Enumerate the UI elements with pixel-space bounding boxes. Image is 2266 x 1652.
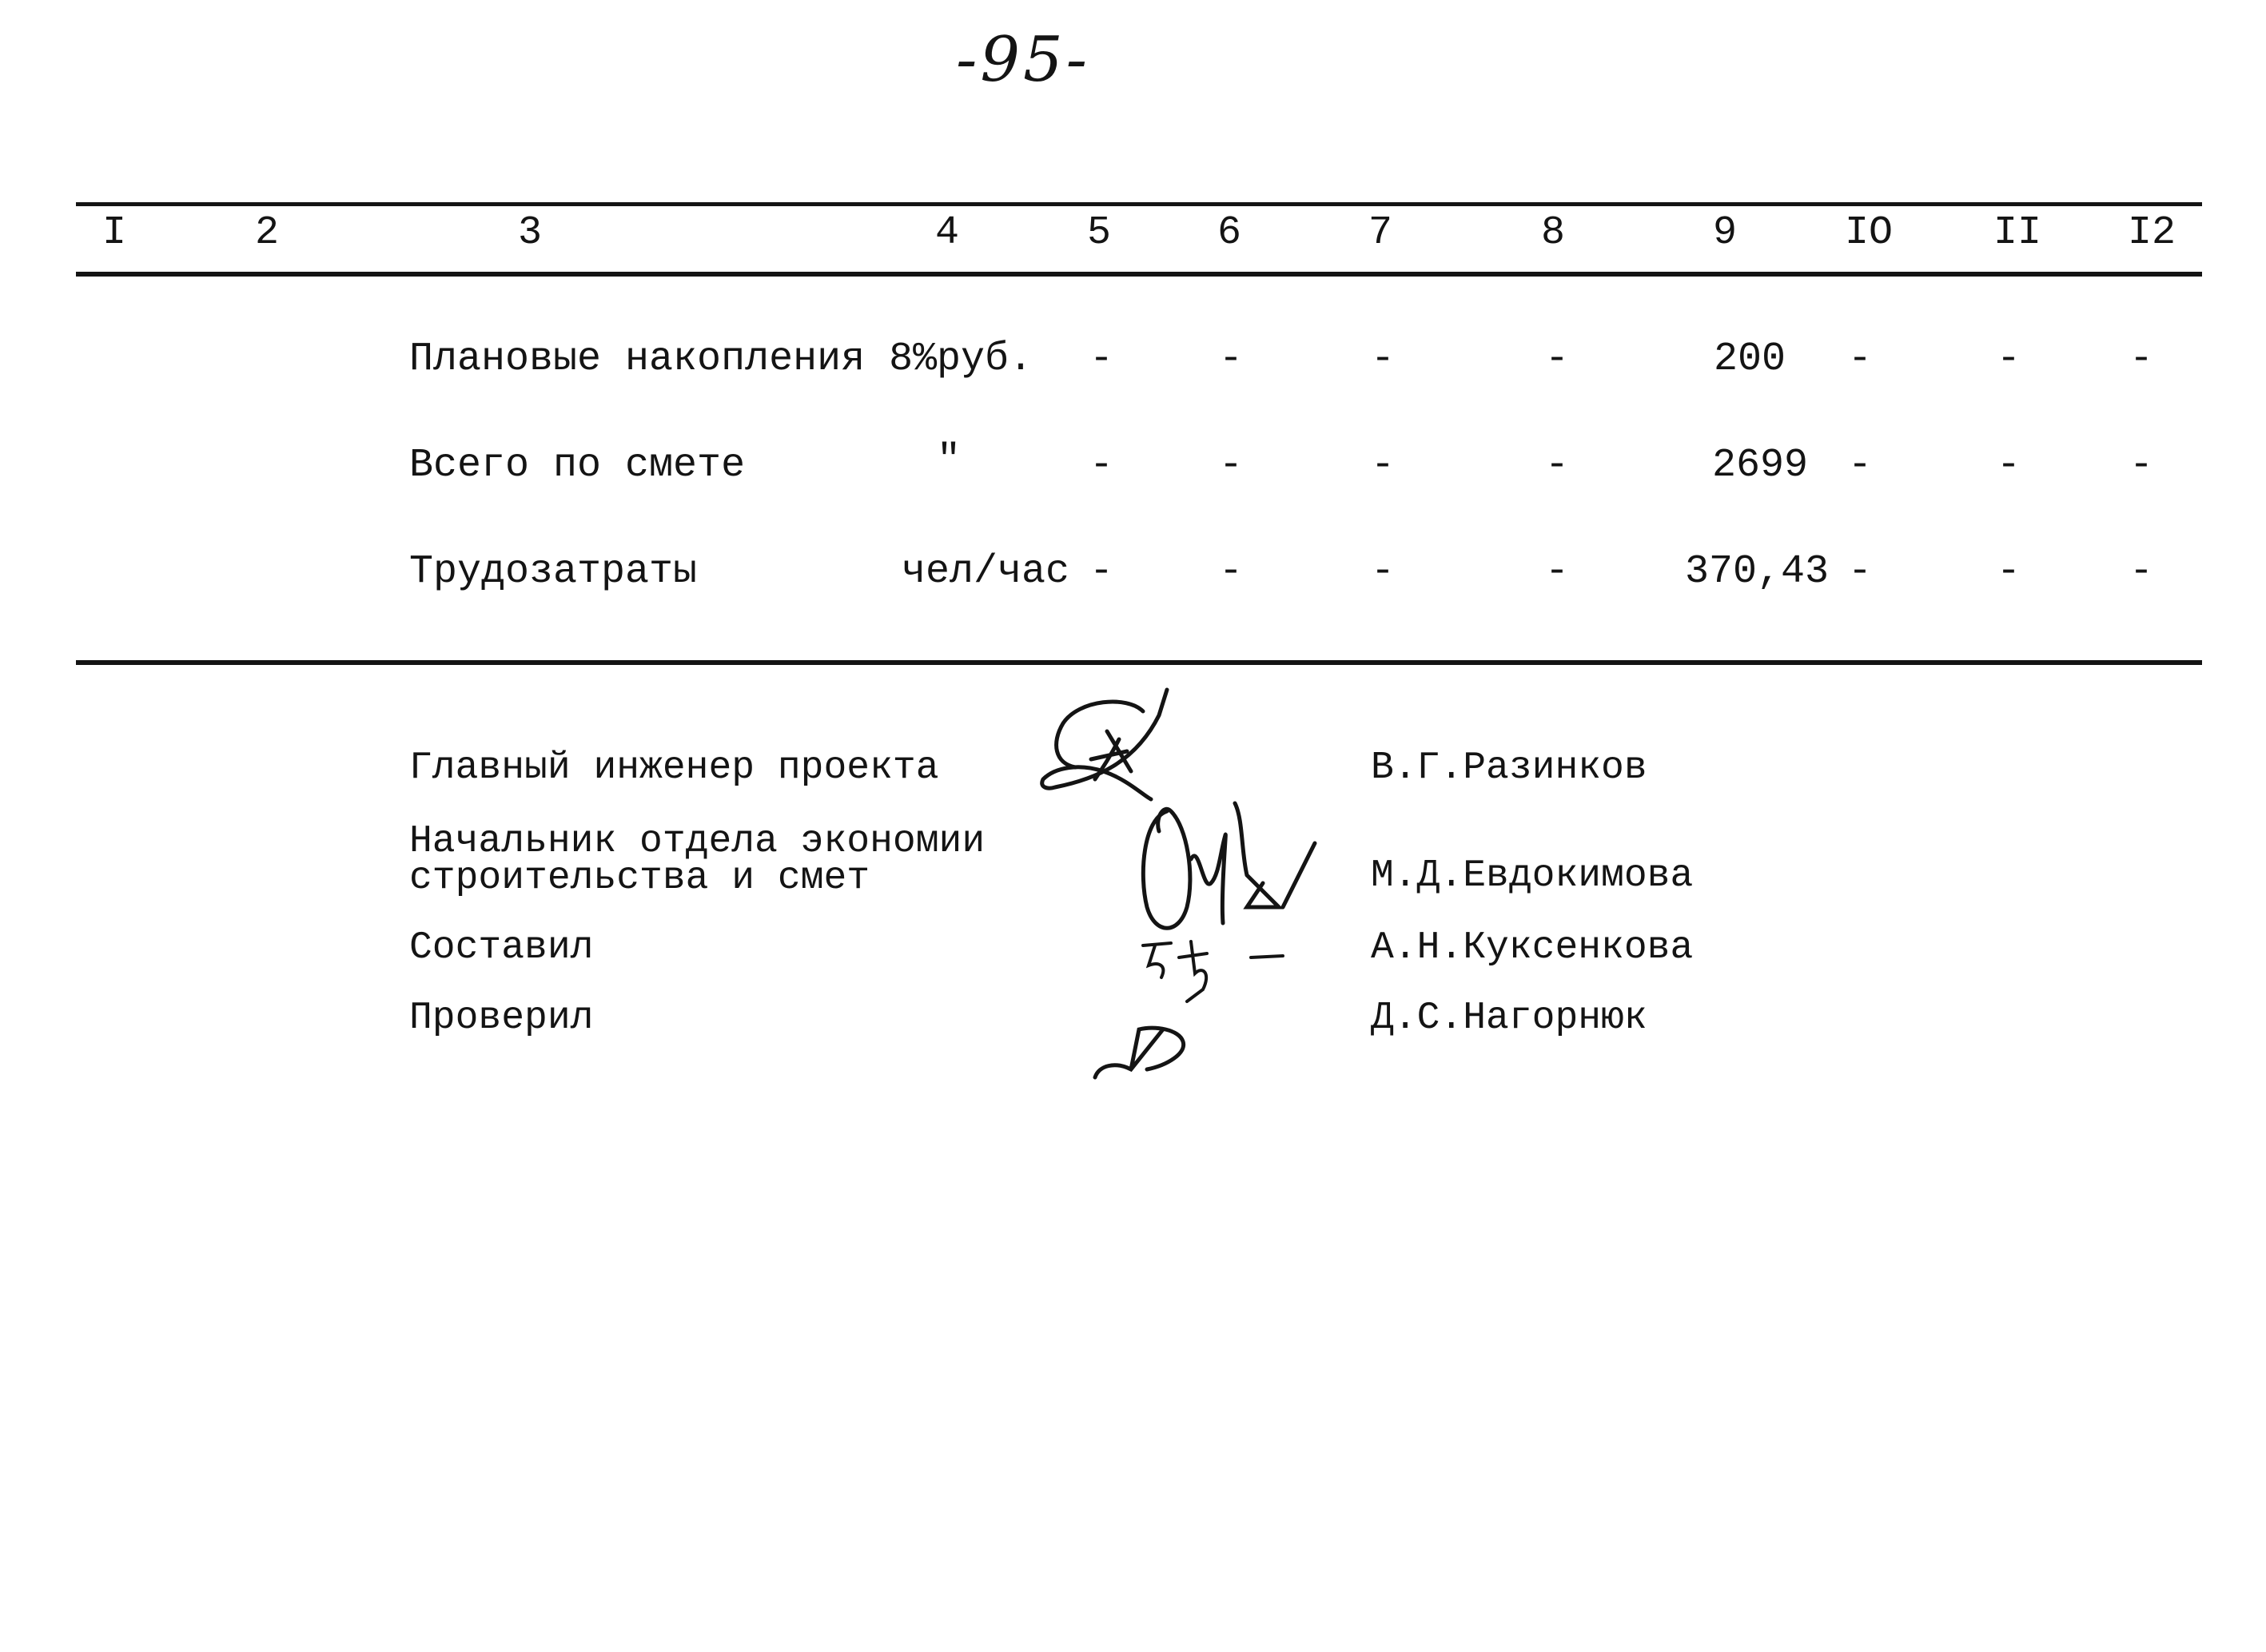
cell-col11: - [1996,549,2021,595]
handwritten-signature [1091,1013,1195,1085]
cell-col12: - [2129,336,2154,382]
row-label: Всего по смете [409,443,746,488]
column-header-4: 4 [934,210,960,256]
unit-cell: " [937,438,962,484]
cell-col5: - [1089,549,1114,595]
row-label: Трудозатраты [409,549,698,595]
cell-col5: - [1089,443,1114,488]
cell-col8: - [1544,443,1570,488]
row-label: Плановые накопления 8% [409,336,938,382]
column-header-6: 6 [1217,210,1242,256]
column-header-3: 3 [517,210,543,256]
cell-col8: - [1544,549,1570,595]
column-header-5: 5 [1086,210,1112,256]
handwritten-signature [1031,683,1183,811]
cell-col6: - [1218,336,1244,382]
signatory-role: Составил [409,926,594,969]
cell-col12: - [2129,549,2154,595]
table-row [0,438,2266,490]
column-header-11: II [1993,210,2042,256]
column-header-12: I2 [2127,210,2176,256]
cell-col10: - [1847,443,1873,488]
unit-cell: чел/час [901,549,1069,595]
column-header-9: 9 [1712,210,1738,256]
signatory-role: Проверил [409,997,594,1040]
table-row [0,336,2266,384]
page-number: -95- [956,24,1090,96]
table-row [0,548,2266,596]
table-top-rule [76,202,2202,206]
table-bottom-rule [76,660,2202,665]
column-header-10: IO [1844,210,1894,256]
cell-col9: 200 [1713,336,1786,382]
cell-col11: - [1996,336,2021,382]
cell-col9: 2699 [1711,443,1808,488]
column-header-1: I [102,210,127,256]
column-header-2: 2 [254,210,280,256]
cell-col7: - [1370,443,1396,488]
cell-col10: - [1847,336,1873,382]
signatory-role: Начальник отдела экономии строительства и смет [409,820,986,900]
cell-col7: - [1370,336,1396,382]
signatory-role: Главный инженер проекта [409,746,939,790]
cell-col10: - [1847,549,1873,595]
cell-col6: - [1218,443,1244,488]
unit-cell: руб. [937,336,1033,382]
cell-col9: 370,43 [1684,549,1829,595]
cell-col11: - [1996,443,2021,488]
handwritten-initials [1139,933,1291,1005]
cell-col8: - [1544,336,1570,382]
column-header-8: 8 [1540,210,1566,256]
cell-col5: - [1089,336,1114,382]
column-header-7: 7 [1368,210,1393,256]
cell-col12: - [2129,443,2154,488]
cell-col6: - [1218,549,1244,595]
signatory-name: А.Н.Куксенкова [1371,926,1694,969]
signatory-name: М.Д.Евдокимова [1371,854,1694,898]
cell-col7: - [1370,549,1396,595]
table-header-rule [76,272,2202,277]
handwritten-signature [1131,795,1323,947]
signatory-name: Д.С.Нагорнюк [1371,997,1647,1040]
signatory-name: В.Г.Разинков [1371,746,1647,790]
